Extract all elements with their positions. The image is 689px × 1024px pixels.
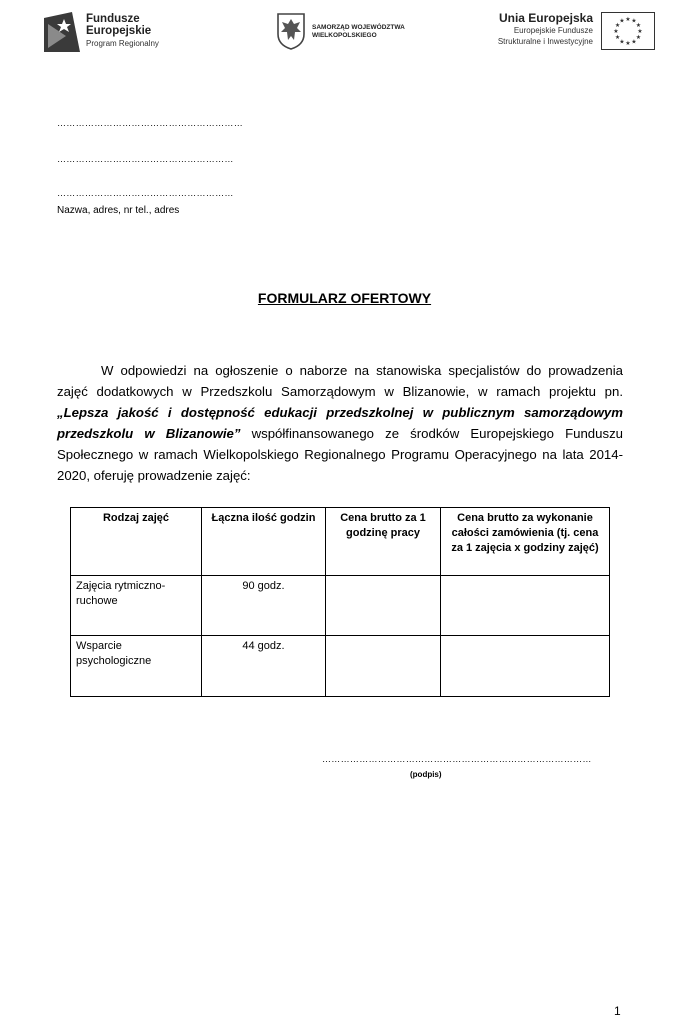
sender-phone-line: …………………………………………………	[57, 188, 234, 198]
sw-logo-line2: WIELKOPOLSKIEGO	[312, 32, 377, 39]
fe-logo-line1: Fundusze	[86, 13, 140, 25]
cell-type: Wsparcie psychologiczne	[71, 636, 202, 697]
cell-price-hour[interactable]	[326, 576, 441, 636]
intro-text-after: współfinansowanego ze środków Europejskiego Funduszu Społecznego w ramach Wielkopolskiego Regionalnego Programu Operacyjnego na lata 2014-2020, oferuję prowadzenie zajęć:	[57, 426, 623, 483]
cell-price-total[interactable]	[441, 636, 610, 697]
fundusze-europejskie-icon	[44, 12, 80, 52]
header-price-total: Cena brutto za wykonanie całości zamówienia (tj. cena za 1 zajęcia x godziny zajęć)	[441, 508, 610, 576]
eu-star-icon: ★	[637, 28, 643, 35]
sender-label: Nazwa, adres, nr tel., adres	[57, 205, 180, 216]
eagle-crest-icon	[276, 12, 306, 50]
table-row	[71, 576, 610, 636]
eu-star-icon: ★	[625, 16, 631, 23]
ue-logo-line2: Europejskie Fundusze	[513, 26, 593, 35]
ue-logo-line3: Strukturalne i Inwestycyjne	[497, 37, 593, 46]
ue-logo-line1: Unia Europejska	[498, 11, 593, 25]
page-number: 1	[614, 1004, 621, 1018]
cell-price-hour[interactable]	[326, 636, 441, 697]
project-name: „Lepsza jakość i dostępność edukacji przedszkolnej w publicznym samorządowym przedszkolu w Blizanowie”	[57, 405, 623, 441]
signature-label: (podpis)	[410, 770, 442, 779]
fe-logo-line2: Europejskie	[86, 25, 152, 37]
samorzad-logo	[276, 12, 416, 52]
eu-star-icon: ★	[619, 38, 625, 46]
intro-text-before: W odpowiedzi na ogłoszenie o naborze na stanowiska specjalistów do prowadzenia zajęć dodatkowych w Przedszkolu Samorządowym w Blizanowie, w ramach projektu pn.	[57, 363, 623, 399]
document-title: FORMULARZ OFERTOWY	[257, 290, 432, 306]
eu-star-icon: ★	[619, 17, 625, 25]
cell-hours: 90 godz.	[202, 576, 326, 636]
eu-star-icon: ★	[635, 22, 642, 29]
sender-address-line: …………………………………………………	[57, 154, 234, 164]
header-hours: Łączna ilość godzin	[202, 508, 326, 576]
cell-hours: 44 godz.	[202, 636, 326, 697]
eu-star-icon: ★	[631, 38, 637, 46]
eu-star-icon: ★	[625, 40, 631, 47]
table-row	[71, 636, 610, 697]
signature-line: ……………………………………………………………………………	[322, 754, 592, 764]
header-price-hour: Cena brutto za 1 godzinę pracy	[326, 508, 441, 576]
sender-name-line: ……………………………………………………	[57, 118, 243, 128]
eu-star-icon: ★	[635, 34, 642, 41]
fundusze-europejskie-logo	[44, 12, 184, 54]
eu-star-icon: ★	[613, 28, 619, 35]
offer-table	[70, 507, 610, 697]
eu-star-icon: ★	[631, 17, 637, 25]
intro-paragraph	[57, 360, 623, 486]
cell-price-total[interactable]	[441, 576, 610, 636]
table-header-row	[71, 508, 610, 576]
unia-europejska-logo	[470, 12, 655, 52]
fe-logo-line3: Program Regionalny	[86, 39, 159, 48]
eu-flag-icon	[601, 12, 655, 50]
header-type: Rodzaj zajęć	[71, 508, 202, 576]
cell-type: Zajęcia rytmiczno-ruchowe	[71, 576, 202, 636]
sw-logo-line1: SAMORZĄD WOJEWÓDZTWA	[312, 24, 405, 31]
eu-star-icon: ★	[614, 34, 621, 41]
eu-star-icon: ★	[614, 22, 621, 29]
